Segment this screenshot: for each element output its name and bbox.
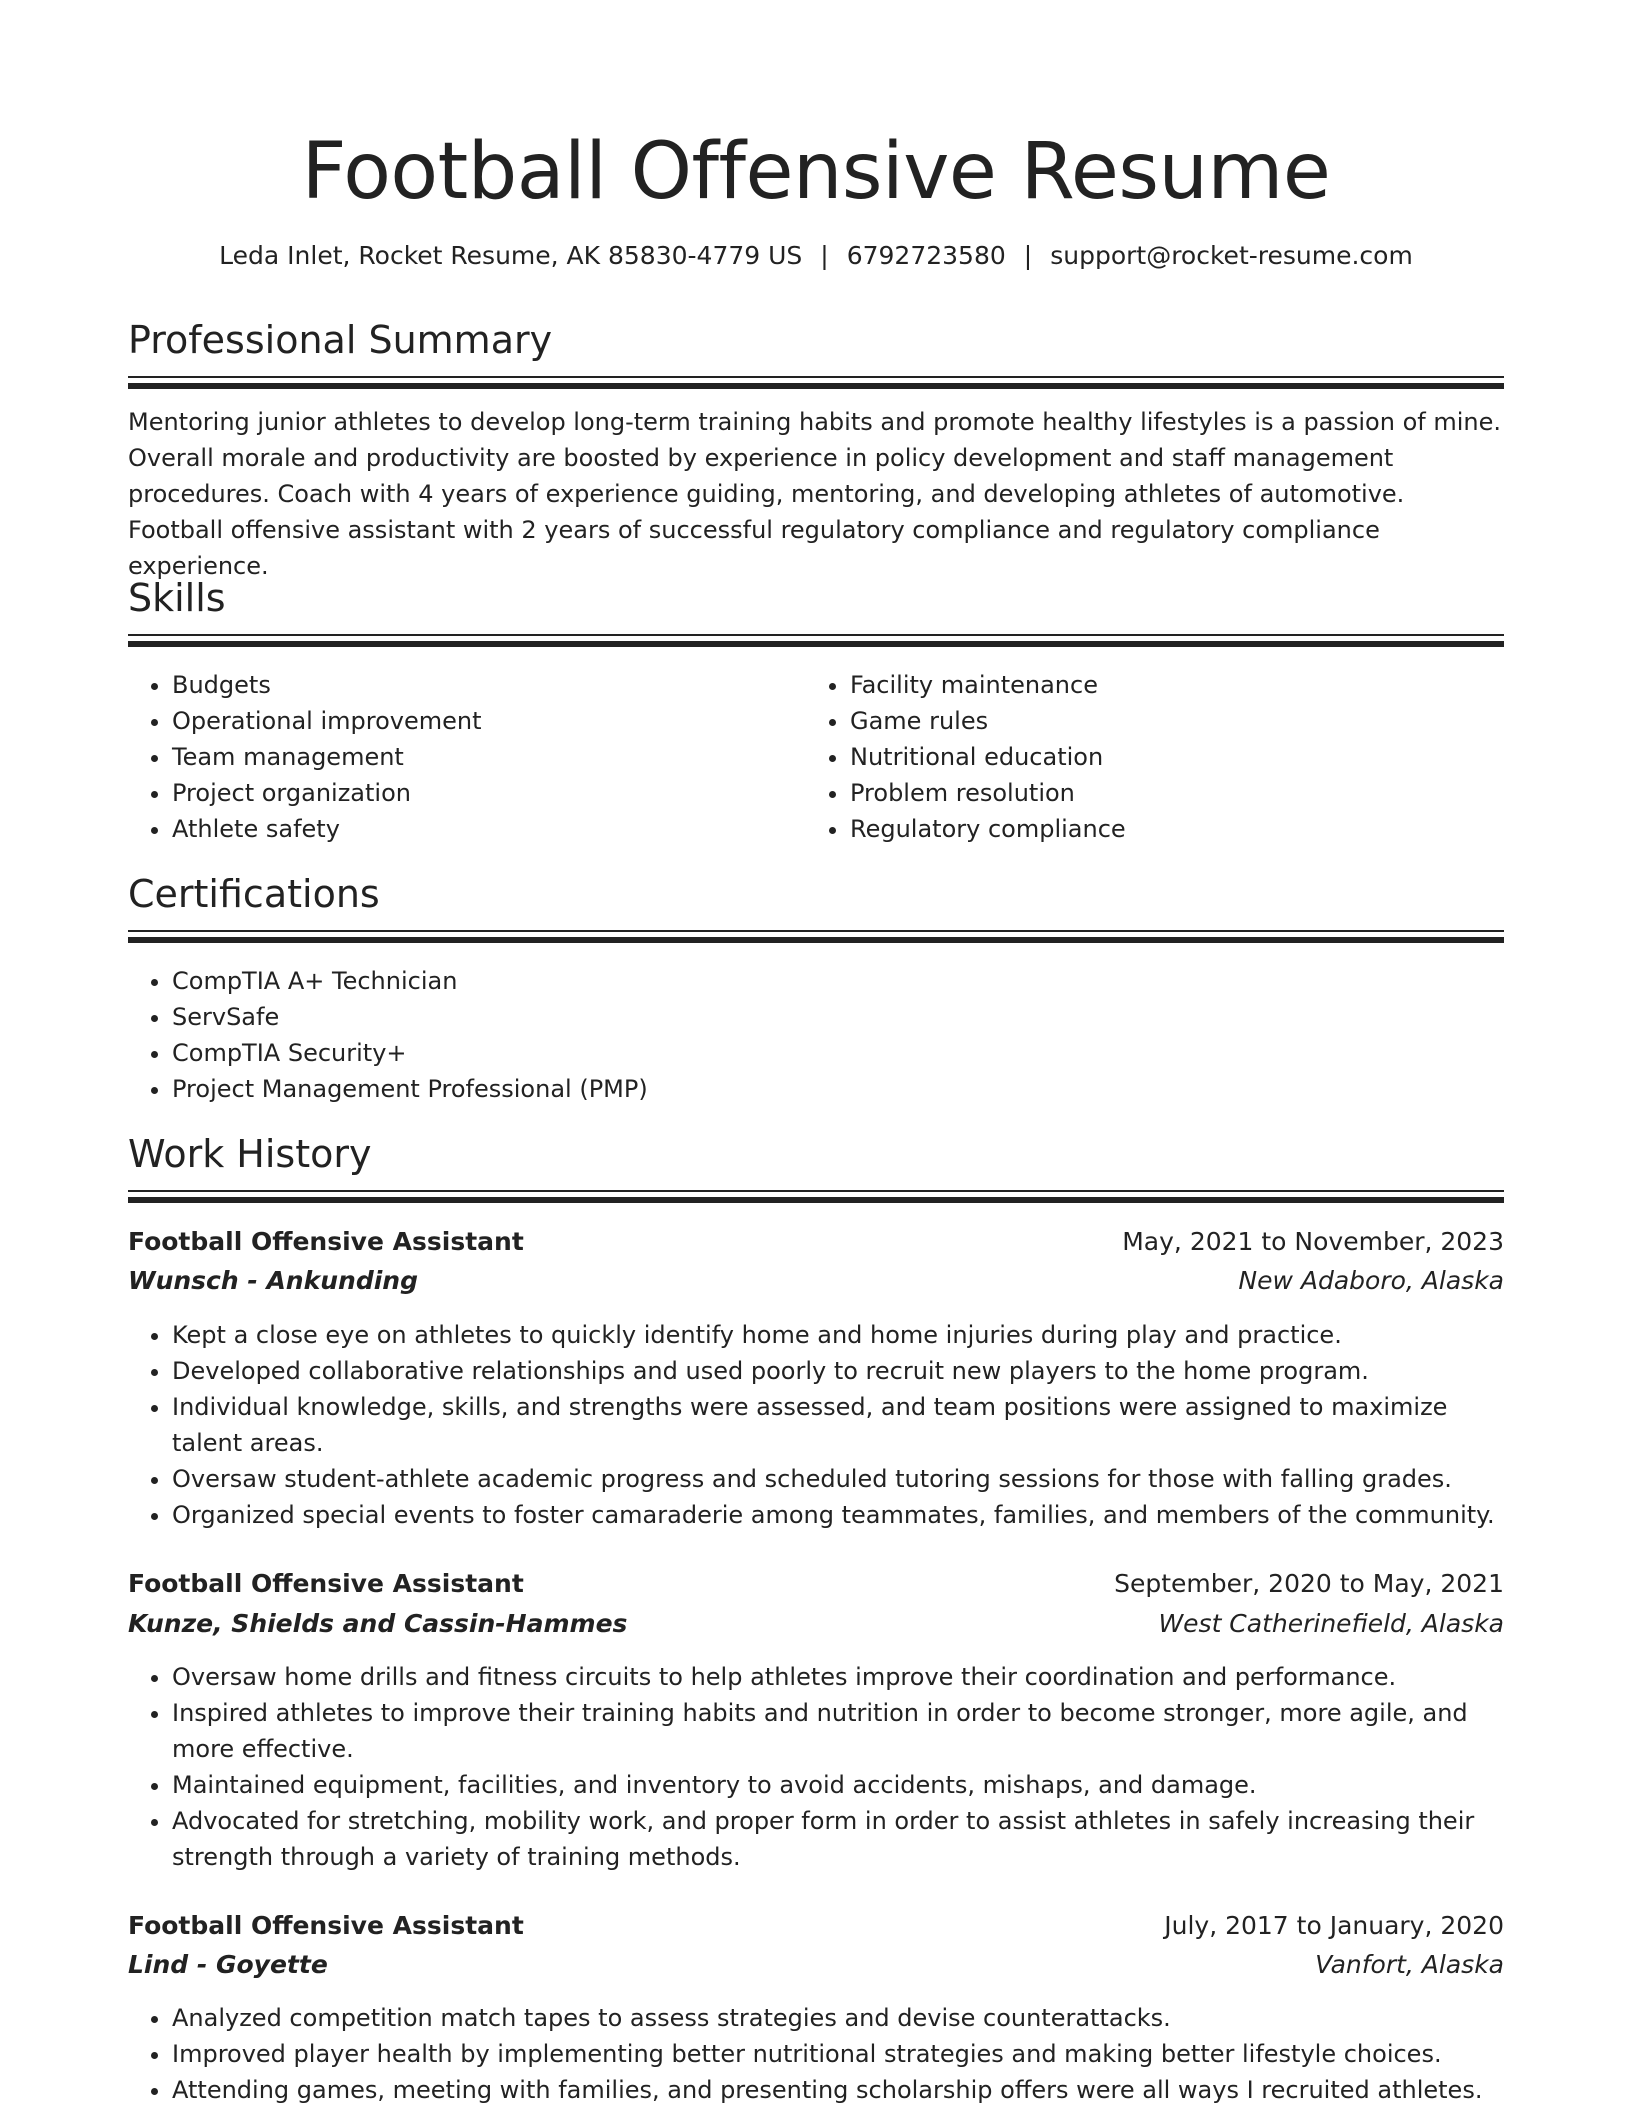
certification-item: • CompTIA Security+	[172, 1035, 1502, 1071]
job-location: Vanfort, Alaska	[1315, 1950, 1504, 1979]
section-rule-thin	[128, 930, 1504, 932]
skill-item: • Facility maintenance	[850, 667, 1500, 703]
section-header-certifications	[128, 870, 1504, 918]
certification-item: • CompTIA A+ Technician	[172, 963, 1502, 999]
contact-address: Leda Inlet, Rocket Resume, AK 85830-4779 US	[219, 241, 803, 270]
section-header-summary	[128, 316, 1504, 364]
section-title-certifications: Certifications	[128, 872, 380, 916]
skill-item: • Athlete safety	[172, 811, 792, 847]
section-header-work-history	[128, 1130, 1504, 1178]
job-company-row	[128, 1605, 1504, 1643]
job-header-row	[128, 1565, 1504, 1603]
job-bullet: • Improved player health by implementing better nutritional strategies and making better lifestyle choices.	[172, 2036, 1502, 2072]
skill-item: • Team management	[172, 739, 792, 775]
job-location: West Catherinefield, Alaska	[1158, 1609, 1504, 1638]
contact-email: support@rocket-resume.com	[1050, 241, 1413, 270]
contact-separator: |	[820, 241, 829, 270]
section-rule-thin	[128, 634, 1504, 636]
job-bullet: • Maintained equipment, facilities, and inventory to avoid accidents, mishaps, and damage.	[172, 1767, 1502, 1803]
job-title: Football Offensive Assistant	[128, 1569, 524, 1598]
job-company: Kunze, Shields and Cassin-Hammes	[128, 1609, 628, 1638]
skill-item: • Operational improvement	[172, 703, 792, 739]
skills-list-right	[806, 667, 1500, 847]
section-rule-thick	[128, 937, 1504, 943]
skill-item: • Budgets	[172, 667, 792, 703]
job-company: Lind - Goyette	[128, 1950, 328, 1979]
skill-item: • Regulatory compliance	[850, 811, 1500, 847]
contact-line	[128, 238, 1504, 274]
certifications-list	[128, 963, 1502, 1107]
section-header-skills	[128, 574, 1504, 622]
job-bullet: • Advocated for stretching, mobility work, and proper form in order to assist athletes in safely increasing their strength through a variety of training methods.	[172, 1803, 1502, 1875]
job-header-row	[128, 1907, 1504, 1945]
job-dates: July, 2017 to January, 2020	[1164, 1911, 1504, 1940]
skill-item: • Problem resolution	[850, 775, 1500, 811]
section-rule-thick	[128, 1197, 1504, 1203]
skill-item: • Nutritional education	[850, 739, 1500, 775]
job-bullet: • Analyzed competition match tapes to assess strategies and devise counterattacks.	[172, 2000, 1502, 2036]
certification-item: • ServSafe	[172, 999, 1502, 1035]
job-bullets	[128, 2000, 1502, 2108]
job-title: Football Offensive Assistant	[128, 1911, 524, 1940]
job-bullet: • Inspired athletes to improve their training habits and nutrition in order to become stronger, more agile, and more effective.	[172, 1695, 1502, 1767]
job-bullet: • Developed collaborative relationships and used poorly to recruit new players to the home program.	[172, 1353, 1502, 1389]
skill-item: • Project organization	[172, 775, 792, 811]
section-title-skills: Skills	[128, 576, 226, 620]
section-rule-thin	[128, 376, 1504, 378]
section-title-work-history: Work History	[128, 1132, 372, 1176]
job-dates: September, 2020 to May, 2021	[1114, 1569, 1504, 1598]
job-location: New Adaboro, Alaska	[1238, 1266, 1504, 1295]
certification-item: • Project Management Professional (PMP)	[172, 1071, 1502, 1107]
summary-text: Mentoring junior athletes to develop long-term training habits and promote healthy lifestyles is a passion of mine. Overall morale and productivity are boosted by experience in policy development and staff management procedures. Coach with 4 years of experience guiding, mentoring, and developing athletes of automotive. Football offensive assistant with 2 years of successful regulatory compliance and regulatory compliance experience.	[128, 408, 1501, 580]
section-rule-thick	[128, 641, 1504, 647]
skills-list-left	[128, 667, 792, 847]
job-bullet: • Oversaw student-athlete academic progress and scheduled tutoring sessions for those with falling grades.	[172, 1461, 1502, 1497]
job-company: Wunsch - Ankunding	[128, 1266, 418, 1295]
job-dates: May, 2021 to November, 2023	[1122, 1227, 1504, 1256]
job-bullet: • Attending games, meeting with families, and presenting scholarship offers were all ways I recruited athletes.	[172, 2072, 1502, 2108]
resume-title: Football Offensive Resume	[301, 127, 1331, 217]
job-bullet: • Organized special events to foster camaraderie among teammates, families, and members of the community.	[172, 1497, 1502, 1533]
section-rule-thin	[128, 1190, 1504, 1192]
section-rule-thick	[128, 383, 1504, 389]
job-header-row	[128, 1223, 1504, 1261]
section-title-summary: Professional Summary	[128, 318, 553, 362]
job-company-row	[128, 1946, 1504, 1984]
job-bullets	[128, 1659, 1502, 1875]
job-bullets	[128, 1317, 1502, 1533]
job-bullet: • Oversaw home drills and fitness circuits to help athletes improve their coordination and performance.	[172, 1659, 1502, 1695]
job-bullet: • Individual knowledge, skills, and strengths were assessed, and team positions were assigned to maximize talent areas.	[172, 1389, 1502, 1461]
job-title: Football Offensive Assistant	[128, 1227, 524, 1256]
job-company-row	[128, 1262, 1504, 1300]
contact-separator: |	[1023, 241, 1033, 270]
contact-phone: 6792723580	[846, 241, 1006, 270]
job-bullet: • Kept a close eye on athletes to quickly identify home and home injuries during play and practice.	[172, 1317, 1502, 1353]
skill-item: • Game rules	[850, 703, 1500, 739]
